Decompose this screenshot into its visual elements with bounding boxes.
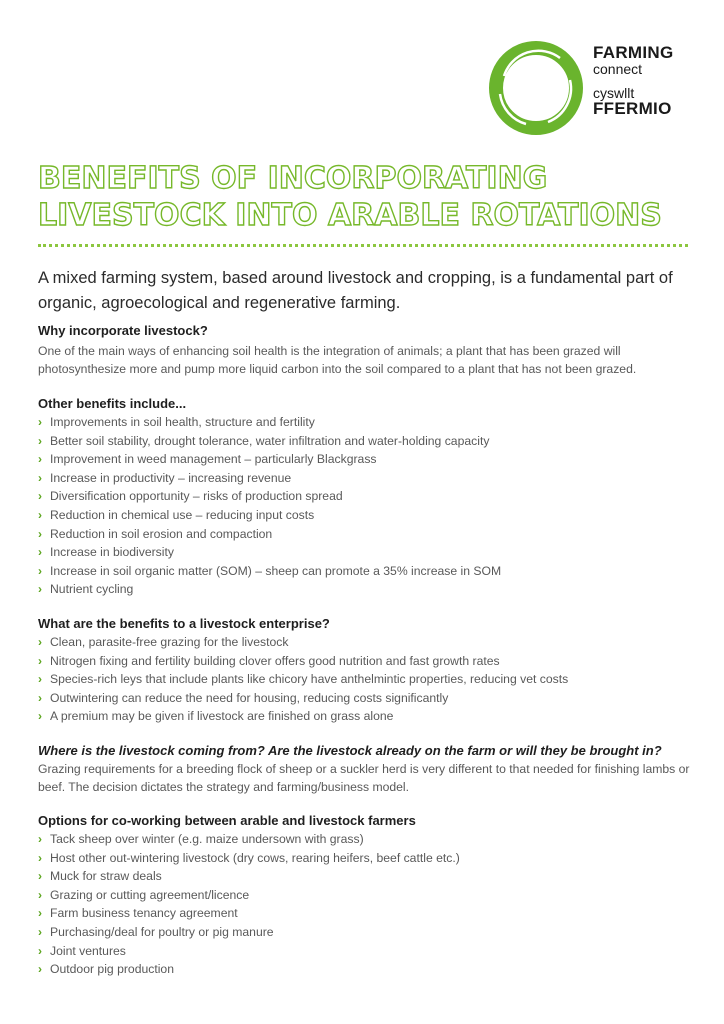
list-item: › Tack sheep over winter (e.g. maize undersown with grass) xyxy=(38,830,698,849)
chevron-right-icon: › xyxy=(38,850,42,865)
livestock-source-heading: Where is the livestock coming from? Are the livestock already on the farm or will they be brought in? xyxy=(38,743,662,758)
chevron-right-icon: › xyxy=(38,962,42,977)
chevron-right-icon: › xyxy=(38,709,42,724)
logo-text-cyswllt: cyswllt xyxy=(593,85,635,101)
logo-text-ffermio: FFERMIO xyxy=(593,99,672,118)
chevron-right-icon: › xyxy=(38,489,42,504)
list-item: › Outwintering can reduce the need for housing, reducing costs significantly xyxy=(38,689,698,708)
chevron-right-icon: › xyxy=(38,906,42,921)
list-item: › Nitrogen fixing and fertility building clover offers good nutrition and fast growth rates xyxy=(38,652,698,671)
list-item: › Better soil stability, drought tolerance, water infiltration and water-holding capacity xyxy=(38,432,698,451)
chevron-right-icon: › xyxy=(38,690,42,705)
title-line-1: BENEFITS OF INCORPORATING xyxy=(38,161,548,196)
chevron-right-icon: › xyxy=(38,832,42,846)
list-item: › Grazing or cutting agreement/licence xyxy=(38,886,698,905)
chevron-right-icon: › xyxy=(38,563,42,578)
options-section xyxy=(38,812,698,979)
livestock-benefits-heading: What are the benefits to a livestock enterprise? xyxy=(38,616,330,631)
list-item: › Improvement in weed management – particularly Blackgrass xyxy=(38,450,698,469)
livestock-source-section xyxy=(38,742,698,796)
logo-text-connect: connect xyxy=(593,61,643,77)
list-item: › Purchasing/deal for poultry or pig manure xyxy=(38,923,698,942)
livestock-benefits-section xyxy=(38,615,698,726)
chevron-right-icon: › xyxy=(38,635,42,649)
green-swirl-ring-icon xyxy=(486,38,586,138)
why-section xyxy=(38,322,698,378)
intro-paragraph: A mixed farming system, based around livestock and cropping, is a fundamental part of organic, agroecological and regenerative farming. xyxy=(38,269,673,312)
chevron-right-icon: › xyxy=(38,653,42,668)
title-line-2: LIVESTOCK INTO ARABLE ROTATIONS xyxy=(38,198,662,233)
list-item: › Muck for straw deals xyxy=(38,867,698,886)
list-item: › Increase in soil organic matter (SOM) – sheep can promote a 35% increase in SOM xyxy=(38,562,698,581)
list-item: › Species-rich leys that include plants like chicory have anthelmintic properties, reducing vet costs xyxy=(38,670,698,689)
livestock-source-body: Grazing requirements for a breeding flock of sheep or a suckler herd is very different to that needed for finishing lambs or beef. The decision dictates the strategy and farming/business model. xyxy=(38,762,690,794)
chevron-right-icon: › xyxy=(38,943,42,958)
chevron-right-icon: › xyxy=(38,452,42,467)
chevron-right-icon: › xyxy=(38,526,42,541)
list-item: › Farm business tenancy agreement xyxy=(38,904,698,923)
options-list xyxy=(38,830,698,979)
farming-connect-logo xyxy=(486,38,696,138)
chevron-right-icon: › xyxy=(38,507,42,522)
chevron-right-icon: › xyxy=(38,869,42,884)
logo-text-farming: FARMING xyxy=(593,43,674,62)
list-item: › Increase in biodiversity xyxy=(38,543,698,562)
options-heading: Options for co-working between arable and livestock farmers xyxy=(38,813,416,828)
chevron-right-icon: › xyxy=(38,470,42,485)
list-item: › Reduction in chemical use – reducing input costs xyxy=(38,506,698,525)
list-item: › Joint ventures xyxy=(38,942,698,961)
list-item: › Host other out-wintering livestock (dry cows, rearing heifers, beef cattle etc.) xyxy=(38,849,698,868)
list-item: › Nutrient cycling xyxy=(38,580,698,599)
list-item: › Diversification opportunity – risks of production spread xyxy=(38,487,698,506)
list-item: › Increase in productivity – increasing revenue xyxy=(38,469,698,488)
title-divider xyxy=(38,244,688,247)
chevron-right-icon: › xyxy=(38,415,42,429)
list-item: › Improvements in soil health, structure and fertility xyxy=(38,413,698,432)
chevron-right-icon: › xyxy=(38,887,42,902)
list-item: › Reduction in soil erosion and compaction xyxy=(38,525,698,544)
chevron-right-icon: › xyxy=(38,433,42,448)
list-item: › Outdoor pig production xyxy=(38,960,698,979)
list-item: › A premium may be given if livestock are finished on grass alone xyxy=(38,707,698,726)
other-benefits-heading: Other benefits include... xyxy=(38,396,187,411)
livestock-benefits-list xyxy=(38,633,698,726)
chevron-right-icon: › xyxy=(38,545,42,560)
list-item: › Clean, parasite-free grazing for the livestock xyxy=(38,633,698,652)
why-body: One of the main ways of enhancing soil health is the integration of animals; a plant that has been grazed will photosynthesize more and pump more liquid carbon into the soil compared to a plant that has not been grazed. xyxy=(38,344,637,376)
chevron-right-icon: › xyxy=(38,672,42,687)
chevron-right-icon: › xyxy=(38,582,42,597)
other-benefits-section xyxy=(38,395,698,599)
other-benefits-list xyxy=(38,413,698,599)
chevron-right-icon: › xyxy=(38,924,42,939)
why-heading: Why incorporate livestock? xyxy=(38,323,208,338)
page-title xyxy=(38,160,698,234)
